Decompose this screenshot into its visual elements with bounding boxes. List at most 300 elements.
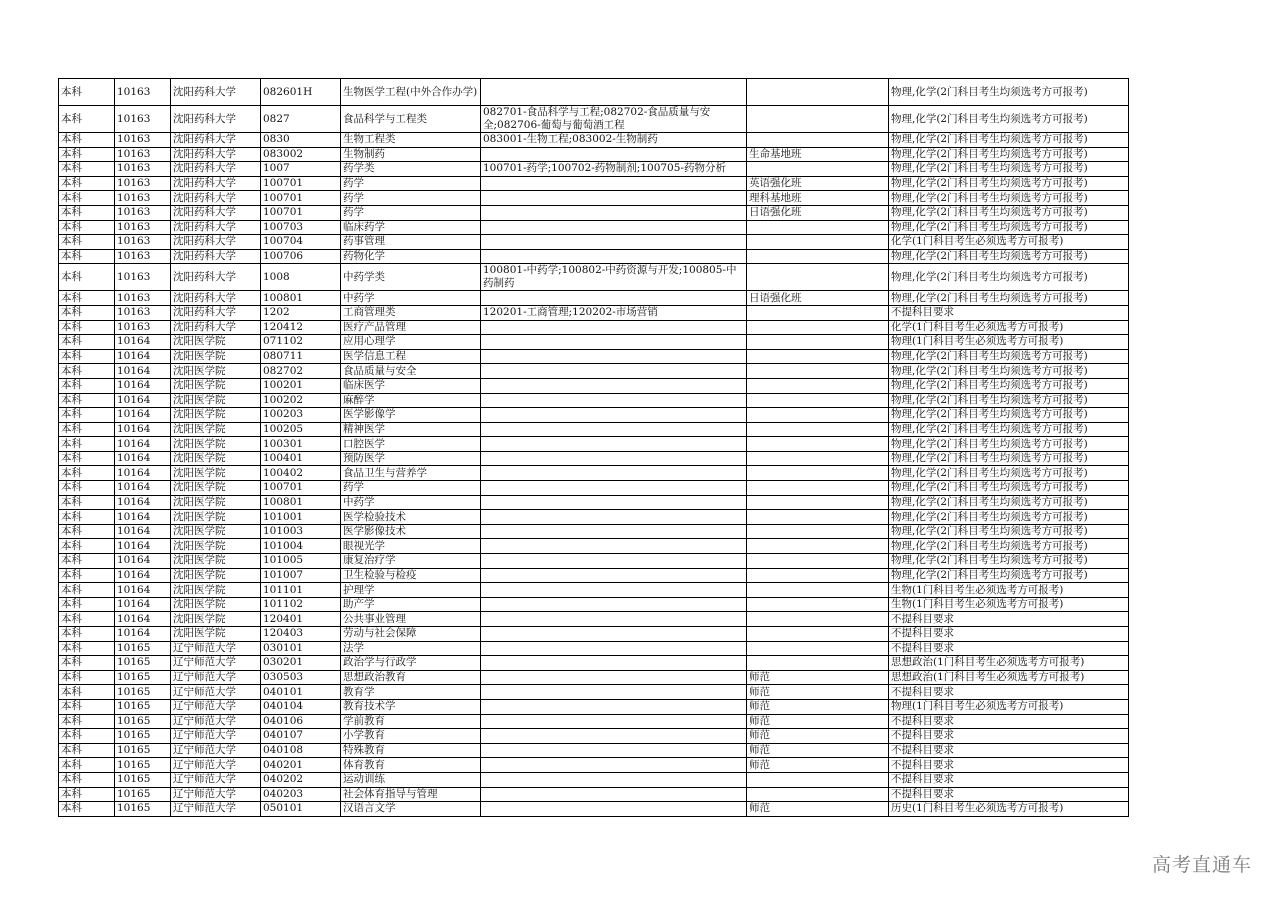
remark-cell <box>747 378 889 393</box>
subject-requirement-cell: 物理,化学(2门科目考生均须选考方可报考) <box>889 495 1129 510</box>
level-cell: 本科 <box>59 481 115 496</box>
included-majors-cell <box>481 466 747 481</box>
table-row <box>59 714 1129 729</box>
subject-requirement-cell: 物理,化学(2门科目考生均须选考方可报考) <box>889 437 1129 452</box>
level-cell: 本科 <box>59 364 115 379</box>
subject-requirement-cell: 思想政治(1门科目考生必须选考方可报考) <box>889 656 1129 671</box>
table-row <box>59 191 1129 206</box>
level-cell: 本科 <box>59 249 115 264</box>
subject-requirement-cell: 不提科目要求 <box>889 685 1129 700</box>
table-row <box>59 772 1129 787</box>
major-name-cell: 学前教育 <box>341 714 481 729</box>
major-name-cell: 中药学 <box>341 291 481 306</box>
major-code-cell: 101101 <box>261 583 341 598</box>
level-cell: 本科 <box>59 699 115 714</box>
remark-cell: 师范 <box>747 758 889 773</box>
included-majors-cell: 083001-生物工程;083002-生物制药 <box>481 133 747 148</box>
major-name-cell: 助产学 <box>341 597 481 612</box>
included-majors-cell <box>481 583 747 598</box>
table-row <box>59 787 1129 802</box>
level-cell: 本科 <box>59 627 115 642</box>
subject-requirement-cell: 物理,化学(2门科目考生均须选考方可报考) <box>889 451 1129 466</box>
level-cell: 本科 <box>59 539 115 554</box>
major-code-cell: 101007 <box>261 568 341 583</box>
major-code-cell: 100205 <box>261 422 341 437</box>
subject-requirement-cell: 物理(1门科目考生必须选考方可报考) <box>889 699 1129 714</box>
level-cell: 本科 <box>59 437 115 452</box>
remark-cell <box>747 612 889 627</box>
school-name-cell: 沈阳药科大学 <box>171 147 261 162</box>
major-name-cell: 中药学类 <box>341 264 481 291</box>
school-code-cell: 10165 <box>115 714 171 729</box>
included-majors-cell <box>481 235 747 250</box>
subject-requirement-cell: 物理,化学(2门科目考生均须选考方可报考) <box>889 176 1129 191</box>
major-name-cell: 政治学与行政学 <box>341 656 481 671</box>
school-name-cell: 沈阳医学院 <box>171 364 261 379</box>
table-row <box>59 597 1129 612</box>
level-cell: 本科 <box>59 524 115 539</box>
major-code-cell: 100203 <box>261 408 341 423</box>
subject-requirement-cell: 不提科目要求 <box>889 758 1129 773</box>
school-code-cell: 10165 <box>115 758 171 773</box>
included-majors-cell <box>481 422 747 437</box>
remark-cell <box>747 510 889 525</box>
major-code-cell: 120412 <box>261 320 341 335</box>
major-code-cell: 100703 <box>261 220 341 235</box>
school-name-cell: 沈阳医学院 <box>171 597 261 612</box>
subject-requirement-cell: 物理,化学(2门科目考生均须选考方可报考) <box>889 191 1129 206</box>
subject-requirement-cell: 不提科目要求 <box>889 612 1129 627</box>
subject-requirement-cell: 化学(1门科目考生必须选考方可报考) <box>889 320 1129 335</box>
remark-cell: 英语强化班 <box>747 176 889 191</box>
table-row <box>59 554 1129 569</box>
table-row <box>59 466 1129 481</box>
remark-cell <box>747 393 889 408</box>
school-code-cell: 10164 <box>115 364 171 379</box>
table-row <box>59 235 1129 250</box>
included-majors-cell <box>481 349 747 364</box>
table-row <box>59 568 1129 583</box>
major-name-cell: 医学检验技术 <box>341 510 481 525</box>
major-code-cell: 030101 <box>261 641 341 656</box>
table-row <box>59 349 1129 364</box>
remark-cell: 师范 <box>747 729 889 744</box>
table-row <box>59 378 1129 393</box>
level-cell: 本科 <box>59 641 115 656</box>
major-name-cell: 药学类 <box>341 162 481 177</box>
level-cell: 本科 <box>59 335 115 350</box>
included-majors-cell <box>481 714 747 729</box>
school-code-cell: 10165 <box>115 729 171 744</box>
major-name-cell: 医学信息工程 <box>341 349 481 364</box>
included-majors-cell: 082701-食品科学与工程;082702-食品质量与安全;082706-葡萄与葡萄酒工程 <box>481 106 747 133</box>
level-cell: 本科 <box>59 176 115 191</box>
level-cell: 本科 <box>59 205 115 220</box>
major-code-cell: 0827 <box>261 106 341 133</box>
level-cell: 本科 <box>59 554 115 569</box>
included-majors-cell <box>481 205 747 220</box>
subject-requirement-cell: 物理,化学(2门科目考生均须选考方可报考) <box>889 162 1129 177</box>
subject-requirement-cell: 不提科目要求 <box>889 641 1129 656</box>
major-code-cell: 050101 <box>261 802 341 817</box>
major-name-cell: 药学 <box>341 481 481 496</box>
table-row <box>59 106 1129 133</box>
remark-cell: 师范 <box>747 743 889 758</box>
level-cell: 本科 <box>59 320 115 335</box>
table-row <box>59 437 1129 452</box>
school-name-cell: 沈阳医学院 <box>171 437 261 452</box>
subject-requirement-cell: 物理,化学(2门科目考生均须选考方可报考) <box>889 422 1129 437</box>
subject-requirement-cell: 不提科目要求 <box>889 305 1129 320</box>
subject-requirement-cell: 不提科目要求 <box>889 772 1129 787</box>
school-name-cell: 辽宁师范大学 <box>171 685 261 700</box>
major-code-cell: 101102 <box>261 597 341 612</box>
included-majors-cell <box>481 802 747 817</box>
remark-cell <box>747 335 889 350</box>
subject-requirement-cell: 物理,化学(2门科目考生均须选考方可报考) <box>889 408 1129 423</box>
table-row <box>59 539 1129 554</box>
remark-cell <box>747 162 889 177</box>
school-code-cell: 10163 <box>115 147 171 162</box>
school-code-cell: 10165 <box>115 670 171 685</box>
subject-requirement-cell: 物理,化学(2门科目考生均须选考方可报考) <box>889 393 1129 408</box>
included-majors-cell: 120201-工商管理;120202-市场营销 <box>481 305 747 320</box>
major-name-cell: 汉语言文学 <box>341 802 481 817</box>
included-majors-cell: 100801-中药学;100802-中药资源与开发;100805-中药制药 <box>481 264 747 291</box>
major-name-cell: 中药学 <box>341 495 481 510</box>
school-name-cell: 沈阳医学院 <box>171 451 261 466</box>
level-cell: 本科 <box>59 133 115 148</box>
school-code-cell: 10165 <box>115 699 171 714</box>
remark-cell <box>747 583 889 598</box>
school-name-cell: 沈阳医学院 <box>171 554 261 569</box>
level-cell: 本科 <box>59 758 115 773</box>
remark-cell: 理科基地班 <box>747 191 889 206</box>
remark-cell <box>747 524 889 539</box>
school-code-cell: 10164 <box>115 437 171 452</box>
major-name-cell: 护理学 <box>341 583 481 598</box>
remark-cell <box>747 235 889 250</box>
school-code-cell: 10165 <box>115 802 171 817</box>
level-cell: 本科 <box>59 802 115 817</box>
school-name-cell: 辽宁师范大学 <box>171 714 261 729</box>
school-code-cell: 10163 <box>115 205 171 220</box>
remark-cell <box>747 320 889 335</box>
school-code-cell: 10164 <box>115 495 171 510</box>
subject-requirement-cell: 历史(1门科目考生必须选考方可报考) <box>889 802 1129 817</box>
level-cell: 本科 <box>59 685 115 700</box>
school-code-cell: 10164 <box>115 408 171 423</box>
remark-cell <box>747 597 889 612</box>
subject-requirement-cell: 生物(1门科目考生必须选考方可报考) <box>889 597 1129 612</box>
school-name-cell: 沈阳药科大学 <box>171 264 261 291</box>
major-code-cell: 030201 <box>261 656 341 671</box>
school-name-cell: 辽宁师范大学 <box>171 772 261 787</box>
included-majors-cell <box>481 378 747 393</box>
school-code-cell: 10164 <box>115 554 171 569</box>
remark-cell <box>747 79 889 106</box>
school-code-cell: 10165 <box>115 685 171 700</box>
remark-cell <box>747 264 889 291</box>
remark-cell <box>747 349 889 364</box>
included-majors-cell <box>481 729 747 744</box>
included-majors-cell <box>481 612 747 627</box>
school-name-cell: 沈阳医学院 <box>171 481 261 496</box>
remark-cell <box>747 422 889 437</box>
table-row <box>59 364 1129 379</box>
remark-cell: 师范 <box>747 802 889 817</box>
major-code-cell: 040108 <box>261 743 341 758</box>
level-cell: 本科 <box>59 787 115 802</box>
school-name-cell: 沈阳药科大学 <box>171 249 261 264</box>
remark-cell <box>747 787 889 802</box>
included-majors-cell <box>481 787 747 802</box>
level-cell: 本科 <box>59 729 115 744</box>
major-code-cell: 040203 <box>261 787 341 802</box>
major-name-cell: 康复治疗学 <box>341 554 481 569</box>
level-cell: 本科 <box>59 743 115 758</box>
school-code-cell: 10164 <box>115 335 171 350</box>
major-name-cell: 口腔医学 <box>341 437 481 452</box>
major-name-cell: 精神医学 <box>341 422 481 437</box>
school-code-cell: 10164 <box>115 451 171 466</box>
remark-cell: 生命基地班 <box>747 147 889 162</box>
table-row <box>59 481 1129 496</box>
remark-cell <box>747 466 889 481</box>
subject-requirement-cell: 物理(1门科目考生必须选考方可报考) <box>889 335 1129 350</box>
included-majors-cell <box>481 627 747 642</box>
watermark-text: 高考直通车 <box>1151 854 1252 876</box>
remark-cell <box>747 481 889 496</box>
major-code-cell: 080711 <box>261 349 341 364</box>
school-code-cell: 10164 <box>115 539 171 554</box>
level-cell: 本科 <box>59 597 115 612</box>
included-majors-cell <box>481 451 747 466</box>
major-name-cell: 医疗产品管理 <box>341 320 481 335</box>
major-code-cell: 040104 <box>261 699 341 714</box>
table-row <box>59 495 1129 510</box>
included-majors-cell <box>481 699 747 714</box>
table-row <box>59 641 1129 656</box>
remark-cell <box>747 627 889 642</box>
school-name-cell: 沈阳药科大学 <box>171 320 261 335</box>
major-name-cell: 药物化学 <box>341 249 481 264</box>
level-cell: 本科 <box>59 191 115 206</box>
major-code-cell: 100704 <box>261 235 341 250</box>
subject-requirement-cell: 物理,化学(2门科目考生均须选考方可报考) <box>889 378 1129 393</box>
major-name-cell: 医学影像技术 <box>341 524 481 539</box>
school-name-cell: 沈阳医学院 <box>171 349 261 364</box>
major-code-cell: 100701 <box>261 205 341 220</box>
school-name-cell: 沈阳医学院 <box>171 583 261 598</box>
school-name-cell: 沈阳医学院 <box>171 510 261 525</box>
subject-requirement-cell: 物理,化学(2门科目考生均须选考方可报考) <box>889 466 1129 481</box>
major-code-cell: 082702 <box>261 364 341 379</box>
major-name-cell: 临床医学 <box>341 378 481 393</box>
school-code-cell: 10164 <box>115 612 171 627</box>
major-name-cell: 食品质量与安全 <box>341 364 481 379</box>
table-row <box>59 79 1129 106</box>
included-majors-cell <box>481 539 747 554</box>
remark-cell <box>747 495 889 510</box>
table-row <box>59 743 1129 758</box>
level-cell: 本科 <box>59 147 115 162</box>
table-row <box>59 802 1129 817</box>
level-cell: 本科 <box>59 656 115 671</box>
school-name-cell: 沈阳药科大学 <box>171 205 261 220</box>
school-code-cell: 10163 <box>115 249 171 264</box>
included-majors-cell <box>481 510 747 525</box>
table-row <box>59 320 1129 335</box>
school-name-cell: 沈阳医学院 <box>171 393 261 408</box>
level-cell: 本科 <box>59 422 115 437</box>
major-name-cell: 公共事业管理 <box>341 612 481 627</box>
school-code-cell: 10163 <box>115 79 171 106</box>
major-name-cell: 眼视光学 <box>341 539 481 554</box>
school-name-cell: 沈阳医学院 <box>171 378 261 393</box>
remark-cell <box>747 249 889 264</box>
school-name-cell: 辽宁师范大学 <box>171 729 261 744</box>
enrollment-table <box>58 78 1129 817</box>
major-code-cell: 101004 <box>261 539 341 554</box>
major-code-cell: 071102 <box>261 335 341 350</box>
school-name-cell: 辽宁师范大学 <box>171 743 261 758</box>
table-row <box>59 393 1129 408</box>
major-code-cell: 1007 <box>261 162 341 177</box>
included-majors-cell <box>481 291 747 306</box>
major-name-cell: 工商管理类 <box>341 305 481 320</box>
level-cell: 本科 <box>59 772 115 787</box>
table-row <box>59 656 1129 671</box>
level-cell: 本科 <box>59 408 115 423</box>
remark-cell: 日语强化班 <box>747 205 889 220</box>
major-code-cell: 030503 <box>261 670 341 685</box>
included-majors-cell <box>481 495 747 510</box>
subject-requirement-cell: 物理,化学(2门科目考生均须选考方可报考) <box>889 147 1129 162</box>
school-code-cell: 10163 <box>115 320 171 335</box>
school-code-cell: 10164 <box>115 597 171 612</box>
table-row <box>59 510 1129 525</box>
remark-cell <box>747 539 889 554</box>
subject-requirement-cell: 物理,化学(2门科目考生均须选考方可报考) <box>889 133 1129 148</box>
school-code-cell: 10165 <box>115 641 171 656</box>
school-name-cell: 沈阳药科大学 <box>171 106 261 133</box>
school-name-cell: 沈阳医学院 <box>171 627 261 642</box>
included-majors-cell <box>481 393 747 408</box>
remark-cell <box>747 408 889 423</box>
level-cell: 本科 <box>59 583 115 598</box>
major-name-cell: 生物制药 <box>341 147 481 162</box>
school-code-cell: 10164 <box>115 627 171 642</box>
major-name-cell: 法学 <box>341 641 481 656</box>
major-name-cell: 特殊教育 <box>341 743 481 758</box>
major-name-cell: 劳动与社会保障 <box>341 627 481 642</box>
remark-cell <box>747 641 889 656</box>
major-name-cell: 食品卫生与营养学 <box>341 466 481 481</box>
school-name-cell: 沈阳药科大学 <box>171 176 261 191</box>
included-majors-cell <box>481 670 747 685</box>
major-name-cell: 药学 <box>341 176 481 191</box>
table-row <box>59 176 1129 191</box>
subject-requirement-cell: 物理,化学(2门科目考生均须选考方可报考) <box>889 106 1129 133</box>
remark-cell <box>747 106 889 133</box>
level-cell: 本科 <box>59 495 115 510</box>
major-code-cell: 040201 <box>261 758 341 773</box>
remark-cell <box>747 220 889 235</box>
level-cell: 本科 <box>59 162 115 177</box>
school-code-cell: 10164 <box>115 510 171 525</box>
remark-cell <box>747 437 889 452</box>
remark-cell <box>747 772 889 787</box>
level-cell: 本科 <box>59 466 115 481</box>
school-name-cell: 沈阳药科大学 <box>171 191 261 206</box>
major-name-cell: 药学 <box>341 205 481 220</box>
major-name-cell: 社会体育指导与管理 <box>341 787 481 802</box>
remark-cell: 师范 <box>747 670 889 685</box>
level-cell: 本科 <box>59 264 115 291</box>
included-majors-cell <box>481 220 747 235</box>
table-row <box>59 524 1129 539</box>
table-row <box>59 729 1129 744</box>
included-majors-cell <box>481 685 747 700</box>
school-name-cell: 沈阳医学院 <box>171 495 261 510</box>
included-majors-cell <box>481 772 747 787</box>
remark-cell <box>747 451 889 466</box>
level-cell: 本科 <box>59 670 115 685</box>
table-row <box>59 685 1129 700</box>
school-name-cell: 沈阳药科大学 <box>171 220 261 235</box>
school-code-cell: 10163 <box>115 305 171 320</box>
major-code-cell: 040101 <box>261 685 341 700</box>
school-name-cell: 辽宁师范大学 <box>171 656 261 671</box>
subject-requirement-cell: 物理,化学(2门科目考生均须选考方可报考) <box>889 539 1129 554</box>
major-code-cell: 1008 <box>261 264 341 291</box>
remark-cell <box>747 554 889 569</box>
school-code-cell: 10163 <box>115 162 171 177</box>
subject-requirement-cell: 物理,化学(2门科目考生均须选考方可报考) <box>889 364 1129 379</box>
table-row <box>59 305 1129 320</box>
major-code-cell: 120403 <box>261 627 341 642</box>
table-row <box>59 583 1129 598</box>
table-row <box>59 451 1129 466</box>
major-name-cell: 预防医学 <box>341 451 481 466</box>
school-name-cell: 沈阳药科大学 <box>171 133 261 148</box>
major-name-cell: 教育学 <box>341 685 481 700</box>
table-row <box>59 220 1129 235</box>
school-code-cell: 10163 <box>115 176 171 191</box>
subject-requirement-cell: 物理,化学(2门科目考生均须选考方可报考) <box>889 220 1129 235</box>
school-code-cell: 10165 <box>115 787 171 802</box>
included-majors-cell <box>481 320 747 335</box>
table-row <box>59 133 1129 148</box>
table-row <box>59 699 1129 714</box>
major-code-cell: 100701 <box>261 176 341 191</box>
school-name-cell: 辽宁师范大学 <box>171 670 261 685</box>
major-name-cell: 生物医学工程(中外合作办学) <box>341 79 481 106</box>
table-row <box>59 264 1129 291</box>
major-code-cell: 100801 <box>261 291 341 306</box>
school-name-cell: 沈阳药科大学 <box>171 235 261 250</box>
table-row <box>59 408 1129 423</box>
school-name-cell: 沈阳医学院 <box>171 422 261 437</box>
subject-requirement-cell: 物理,化学(2门科目考生均须选考方可报考) <box>889 568 1129 583</box>
school-code-cell: 10164 <box>115 466 171 481</box>
subject-requirement-cell: 不提科目要求 <box>889 743 1129 758</box>
included-majors-cell <box>481 656 747 671</box>
school-name-cell: 沈阳医学院 <box>171 466 261 481</box>
included-majors-cell <box>481 758 747 773</box>
school-name-cell: 沈阳医学院 <box>171 568 261 583</box>
